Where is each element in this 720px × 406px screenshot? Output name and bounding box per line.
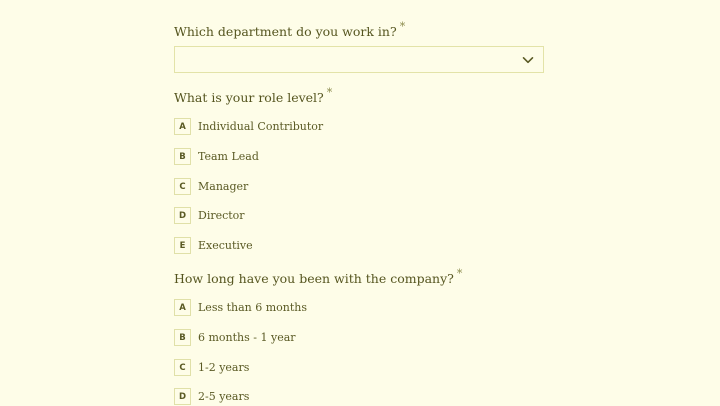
chevron-down-icon	[522, 54, 534, 66]
role-option-manager[interactable]	[174, 177, 248, 196]
required-marker: *	[326, 86, 333, 99]
question-title: What is your role level?	[174, 90, 324, 105]
question-title: Which department do you work in?	[174, 24, 397, 39]
tenure-option-1-2-years[interactable]	[174, 358, 249, 377]
department-select[interactable]	[174, 46, 544, 73]
role-option-team-lead[interactable]	[174, 147, 259, 166]
question-title: How long have you been with the company?	[174, 271, 454, 286]
question-tenure	[174, 267, 463, 286]
tenure-option-6-months-1-year[interactable]	[174, 328, 296, 347]
role-option-director[interactable]	[174, 206, 245, 225]
option-label: Team Lead	[198, 150, 259, 163]
question-department	[174, 20, 406, 39]
question-role-level	[174, 86, 333, 105]
role-option-executive[interactable]	[174, 236, 253, 255]
option-label: Director	[198, 209, 245, 222]
option-key: B	[174, 329, 191, 346]
role-option-individual-contributor[interactable]	[174, 117, 323, 136]
option-key: D	[174, 388, 191, 405]
option-key: C	[174, 359, 191, 376]
required-marker: *	[399, 20, 406, 33]
option-key: C	[174, 178, 191, 195]
option-label: Less than 6 months	[198, 301, 308, 314]
option-label: 1-2 years	[198, 361, 250, 374]
option-label: Individual Contributor	[198, 120, 324, 133]
option-label: 2-5 years	[198, 390, 250, 403]
tenure-option-less-than-6-months[interactable]	[174, 298, 307, 317]
option-key: A	[174, 299, 191, 316]
option-key: B	[174, 148, 191, 165]
required-marker: *	[456, 267, 463, 280]
option-key: A	[174, 118, 191, 135]
option-label: Manager	[198, 180, 249, 193]
tenure-option-2-5-years[interactable]	[174, 387, 249, 406]
option-key: D	[174, 207, 191, 224]
option-key: E	[174, 237, 191, 254]
option-label: 6 months - 1 year	[198, 331, 296, 344]
option-label: Executive	[198, 239, 253, 252]
